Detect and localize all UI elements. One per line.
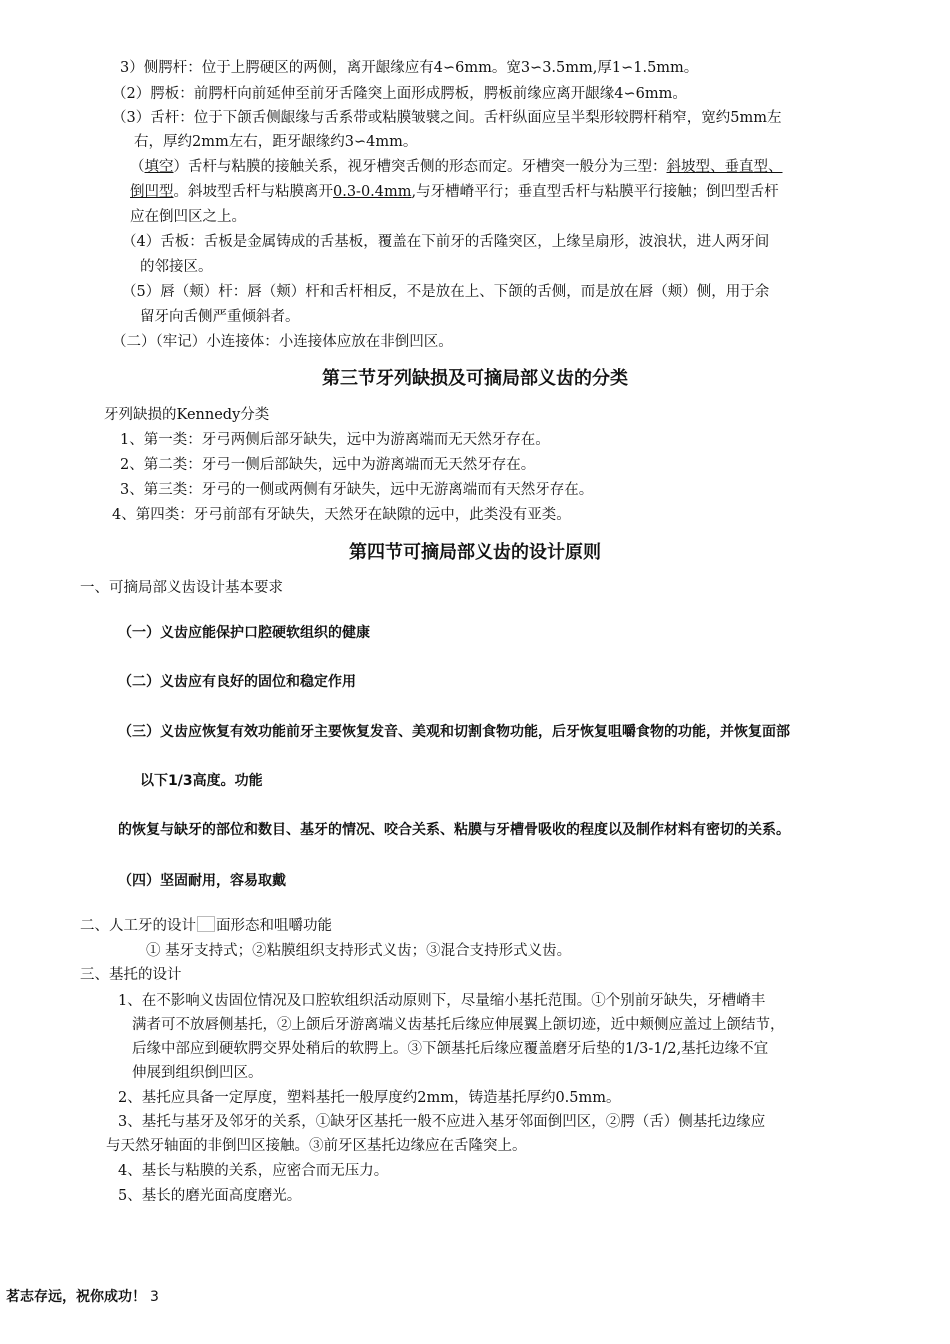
text-line: 留牙向舌侧严重倾斜者。 <box>140 309 300 325</box>
text-line: （2）腭板：前腭杆向前延伸至前牙舌隆突上面形成腭板，腭板前缘应离开龈缘4∽6mm。 <box>112 86 687 102</box>
text-line: 3、基托与基牙及邻牙的关系，①缺牙区基托一般不应进入基牙邻面倒凹区，②腭（舌）侧基托边缘应 <box>118 1114 766 1130</box>
text-line: （二）（牢记）小连接体：小连接体应放在非倒凹区。 <box>112 334 453 350</box>
requirement-item: （四）坚固耐用，容易取戴 <box>118 873 286 889</box>
text-line: （3）舌杆：位于下颌舌侧龈缘与舌系带或粘膜皱襞之间。舌杆纵面应呈半梨形较腭杆稍窄，宽约5mm左 <box>112 110 782 126</box>
text-line: （5）唇（颊）杆：唇（颊）杆和舌杆相反，不是放在上、下颌的舌侧，而是放在唇（颊）侧，用于余 <box>122 284 770 300</box>
list-item: 1、第一类：牙弓两侧后部牙缺失，远中为游离端而无天然牙存在。 <box>120 432 550 448</box>
requirement-item: 的恢复与缺牙的部位和数目、基牙的情况、咬合关系、粘膜与牙槽骨吸收的程度以及制作材料有密切的关系。 <box>118 822 790 838</box>
requirement-item: （三）义齿应恢复有效功能前牙主要恢复发音、美观和切割食物功能，后牙恢复咀嚼食物的功能，并恢复面部 <box>118 724 790 740</box>
list-item: 3、第三类：牙弓的一侧或两侧有牙缺失，远中无游离端而有天然牙存在。 <box>120 482 594 498</box>
text-line: 三、基托的设计 <box>80 967 182 983</box>
requirement-item: （一）义齿应能保护口腔硬软组织的健康 <box>118 625 370 641</box>
text-line: 4、基长与粘膜的关系，应密合而无压力。 <box>118 1163 389 1179</box>
page-footer <box>6 1286 159 1306</box>
text-fragment: 二、人工牙的设计 <box>80 918 196 934</box>
underlined-text: 倒凹型 <box>130 184 174 200</box>
text-line: 右，厚约2mm左右，距牙龈缘约3∽4mm。 <box>134 134 418 150</box>
text-line: 1、在不影响义齿固位情况及口腔软组织活动原则下，尽量缩小基托范围。①个别前牙缺失，牙槽嵴丰 <box>118 993 766 1009</box>
missing-glyph-icon <box>197 916 215 932</box>
text-fragment: ,与牙槽嵴平行；垂直型舌杆与粘膜平行接触；倒凹型舌杆 <box>411 184 779 200</box>
section-heading: 第三节牙列缺损及可摘局部义齿的分类 <box>322 368 628 389</box>
text-line: 2、基托应具备一定厚度，塑料基托一般厚度约2mm，铸造基托厚约0.5mm。 <box>118 1090 621 1106</box>
text-line: 满者可不放唇侧基托，②上颌后牙游离端义齿基托后缘应伸展翼上颌切迹，近中颊侧应盖过上颌结节， <box>132 1017 785 1033</box>
list-item: 2、第二类：牙弓一侧后部缺失，远中为游离端而无天然牙存在。 <box>120 457 536 473</box>
underlined-text: 斜坡型、垂直型、 <box>666 159 783 175</box>
text-line: ① 基牙支持式；②粘膜组织支持形式义齿；③混合支持形式义齿。 <box>146 943 572 959</box>
text-line: 的邻接区。 <box>140 259 213 275</box>
page-number: 3 <box>150 1289 159 1305</box>
underlined-text: 填空 <box>144 159 174 175</box>
text-fragment: ）舌杆与粘膜的接触关系，视牙槽突舌侧的形态而定。牙槽突一般分为三型： <box>173 159 667 175</box>
text-fragment: 面形态和咀嚼功能 <box>216 918 332 934</box>
text-line <box>130 157 783 177</box>
text-line: 伸展到组织倒凹区。 <box>132 1065 263 1081</box>
text-line: 5、基长的磨光面高度磨光。 <box>118 1188 302 1204</box>
text-fragment: （ <box>130 159 145 175</box>
text-line <box>80 916 332 936</box>
text-line: （4）舌板：舌板是金属铸成的舌基板，覆盖在下前牙的舌隆突区，上缘呈扇形，波浪状，进人两牙间 <box>122 234 770 250</box>
text-line: 应在倒凹区之上。 <box>130 209 246 225</box>
footer-slogan: 茗志存远，祝你成功！ <box>6 1289 146 1305</box>
text-line: 后缘中部应到硬软腭交界处稍后的软腭上。③下颌基托后缘应覆盖磨牙后垫的1/3-1/2,基托边缘不宜 <box>132 1041 769 1057</box>
text-fragment: 。斜坡型舌杆与粘膜离开 <box>173 184 333 200</box>
section-heading: 第四节可摘局部义齿的设计原则 <box>349 542 601 563</box>
text-line: 牙列缺损的Kennedy分类 <box>104 407 270 423</box>
list-item: 4、第四类：牙弓前部有牙缺失，天然牙在缺隙的远中，此类没有亚类。 <box>112 507 571 523</box>
requirement-item: 以下1/3高度。功能 <box>140 773 263 789</box>
text-line <box>130 182 779 202</box>
requirement-item: （二）义齿应有良好的固位和稳定作用 <box>118 674 356 690</box>
text-line: 与天然牙轴面的非倒凹区接触。③前牙区基托边缘应在舌隆突上。 <box>106 1138 527 1154</box>
text-line: 3）侧腭杆：位于上腭硬区的两侧，离开龈缘应有4∽6mm。宽3∽3.5mm,厚1∽1.5mm。 <box>120 60 699 76</box>
underlined-text: 0.3-0.4mm <box>333 184 412 200</box>
text-line: 一、可摘局部义齿设计基本要求 <box>80 580 283 596</box>
